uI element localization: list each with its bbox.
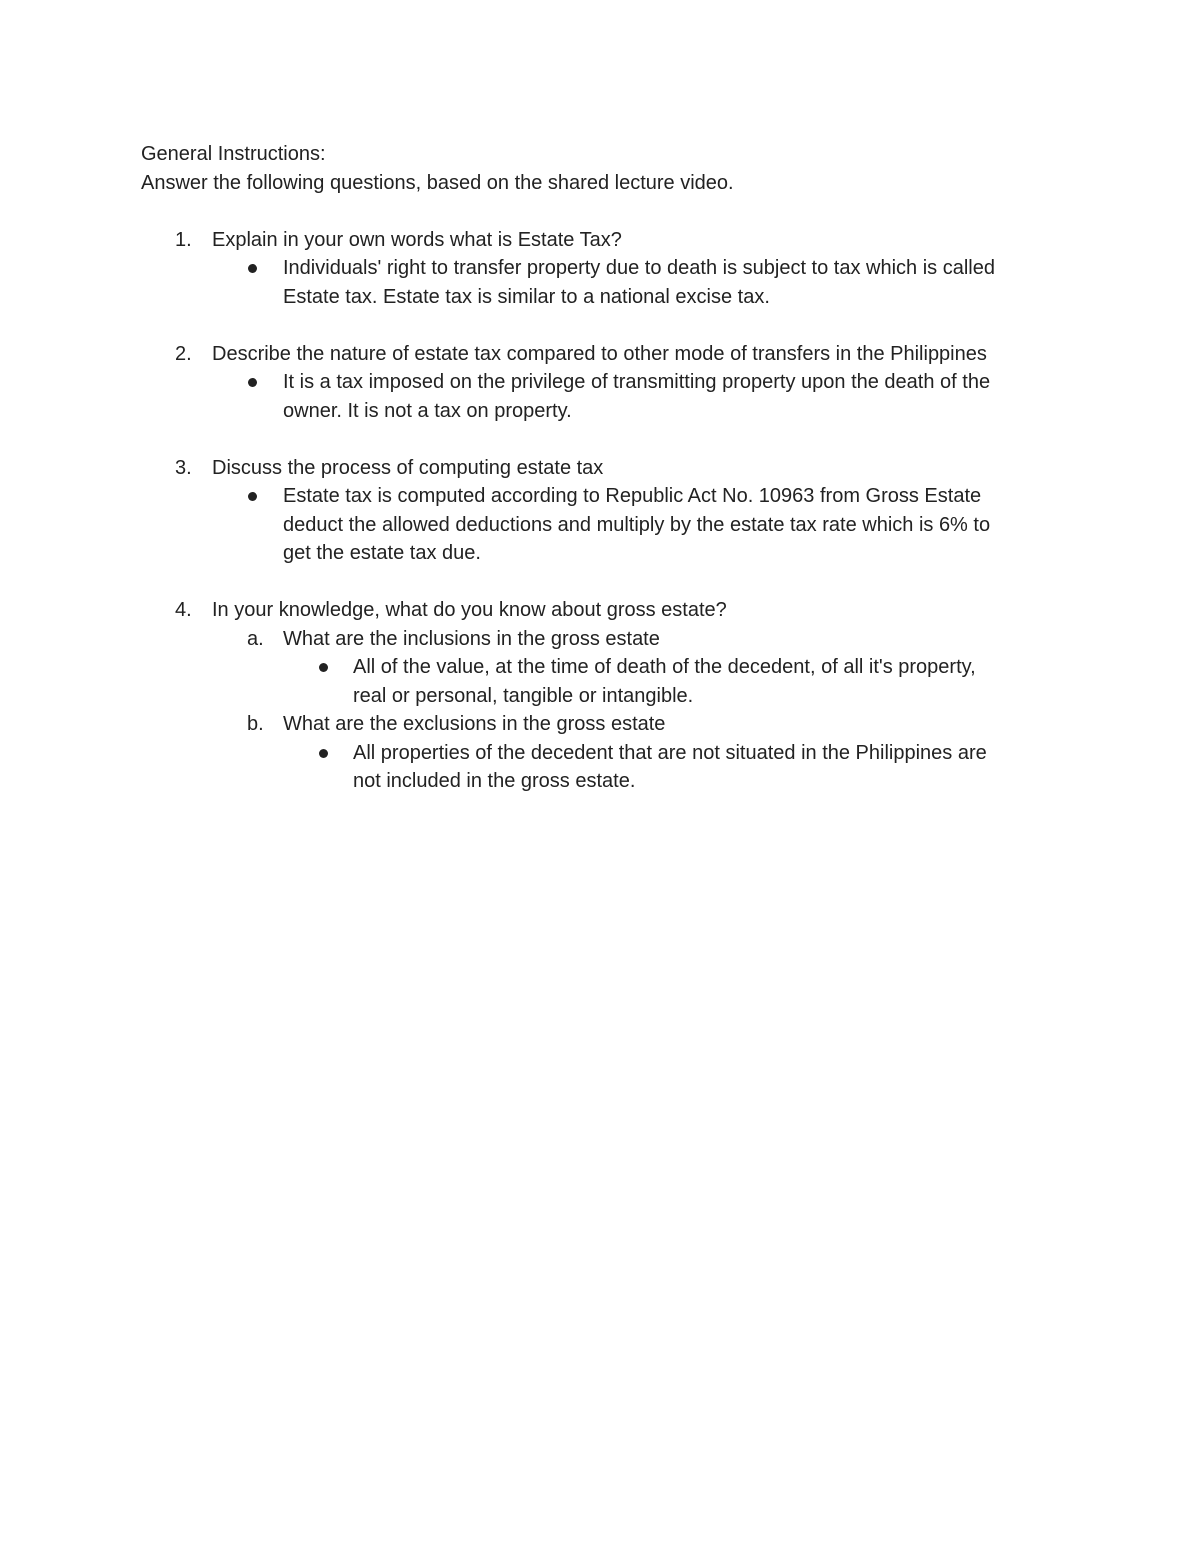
bullet-icon (248, 492, 257, 501)
answer-text: Individuals' right to transfer property due to death is subject to tax which is called Estate tax. Estate tax is similar to a national excise tax. (283, 257, 995, 308)
answer-text: It is a tax imposed on the privilege of transmitting property upon the death of the owner. It is not a tax on property. (283, 371, 991, 422)
answer-text: Estate tax is computed according to Republic Act No. 10963 from Gross Estate deduct the allowed deductions and multiply by the estate tax rate which is 6% to get the estate tax due. (283, 485, 991, 564)
subquestion-letter: a. (247, 627, 264, 650)
question-number: 2. (175, 342, 192, 365)
subquestion-text: What are the exclusions in the gross estate (283, 713, 666, 735)
question-item-1 (141, 226, 1061, 312)
bullet-icon (319, 749, 328, 758)
question-text: Discuss the process of computing estate tax (212, 456, 604, 479)
question-item-2 (141, 340, 1061, 426)
subanswer-text: All of the value, at the time of death of the decedent, of all it's property, real or personal, tangible or intangible. (353, 656, 976, 707)
question-text: Describe the nature of estate tax compared to other mode of transfers in the Philippines (212, 342, 987, 365)
subanswer-text: All properties of the decedent that are not situated in the Philippines are not included in the gross estate. (353, 741, 987, 792)
subquestion-text: What are the inclusions in the gross estate (283, 627, 660, 650)
question-number: 4. (175, 599, 192, 621)
question-item-3 (141, 454, 1061, 568)
question-text: In your knowledge, what do you know about gross estate? (212, 599, 727, 621)
bullet-icon (248, 378, 257, 387)
question-number: 1. (175, 228, 192, 251)
question-number: 3. (175, 456, 192, 479)
instructions-title: General Instructions: (141, 143, 326, 165)
document-page (141, 140, 1061, 824)
bullet-icon (319, 663, 328, 672)
question-item-4 (141, 596, 1061, 796)
question-text: Explain in your own words what is Estate Tax? (212, 228, 622, 251)
bullet-icon (248, 264, 257, 273)
instructions-text: Answer the following questions, based on the shared lecture video. (141, 171, 734, 194)
subquestion-a (141, 625, 1061, 654)
question-list (141, 226, 1061, 796)
subquestion-b (141, 710, 1061, 739)
subquestion-letter: b. (247, 713, 264, 735)
